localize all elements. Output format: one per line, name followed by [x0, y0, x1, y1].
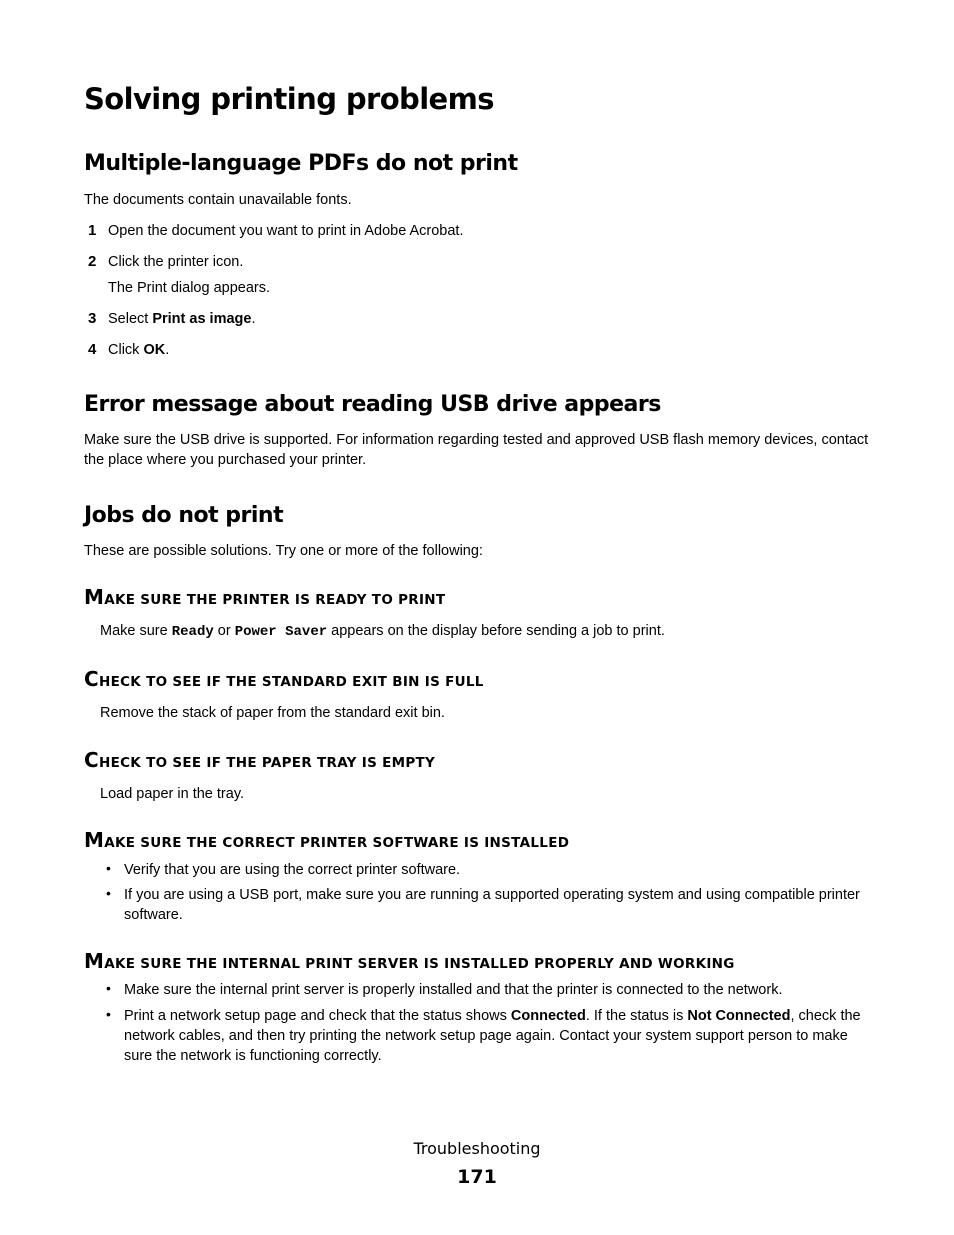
text-post: appears on the display before sending a job to print. [327, 623, 665, 639]
footer-section-title: Troubleshooting [413, 1139, 541, 1158]
step-number: 4 [88, 341, 97, 358]
subheading-cap: C [84, 667, 99, 691]
software-bullet-1: Verify that you are using the correct printer software. [124, 862, 461, 878]
step-2-note: The Print dialog appears. [108, 280, 271, 296]
step-text-post: . [251, 311, 256, 327]
code-power-saver: Power Saver [234, 624, 328, 640]
step-number: 1 [88, 222, 97, 239]
status-connected: Connected [510, 1008, 586, 1024]
subheading-printer-ready [84, 585, 445, 609]
step-number: 3 [88, 310, 97, 327]
usb-body: Make sure the USB drive is supported. For information regarding tested and approved USB flash memory devices, contact the place where you purchased your printer. [84, 432, 869, 468]
step-number: 2 [88, 253, 97, 270]
bullet-icon: • [106, 980, 111, 996]
server-bullet-2 [124, 1006, 876, 1066]
section-heading-pdfs: Multiple-language PDFs do not print [84, 151, 518, 176]
step-text-pre: Click [108, 342, 144, 358]
subheading-cap: M [84, 585, 105, 609]
text-pre: Make sure [100, 623, 172, 639]
subheading-print-server [84, 949, 735, 973]
subheading-rest: AKE SURE THE INTERNAL PRINT SERVER IS INSTALLED PROPERLY AND WORKING [104, 956, 735, 972]
bullet-icon: • [106, 885, 111, 901]
step-text [108, 340, 169, 360]
page-title: Solving printing problems [84, 82, 494, 116]
server-bullet-1: Make sure the internal print server is properly installed and that the printer is connected to the network. [124, 982, 783, 998]
text-mid: . If the status is [585, 1008, 688, 1024]
page-number: 171 [457, 1166, 497, 1188]
step-1 [88, 221, 464, 241]
step-text-post: . [165, 342, 170, 358]
text-pre: Print a network setup page and check that the status shows [124, 1008, 511, 1024]
section-heading-jobs: Jobs do not print [84, 503, 284, 528]
subheading-rest: HECK TO SEE IF THE PAPER TRAY IS EMPTY [98, 755, 436, 771]
subheading-exit-bin [84, 667, 484, 691]
subheading-paper-tray [84, 748, 435, 772]
subheading-rest: AKE SURE THE PRINTER IS READY TO PRINT [104, 592, 446, 608]
exit-bin-body: Remove the stack of paper from the standard exit bin. [100, 705, 445, 721]
subheading-printer-software [84, 828, 569, 852]
subheading-cap: C [84, 748, 99, 772]
subheading-cap: M [84, 949, 105, 973]
bullet-icon: • [106, 860, 111, 876]
paper-tray-body: Load paper in the tray. [100, 786, 245, 802]
step-text: Open the document you want to print in Adobe Acrobat. [108, 223, 464, 239]
step-text: Click the printer icon. [108, 254, 244, 270]
step-text-bold: OK [143, 342, 166, 358]
pdf-intro: The documents contain unavailable fonts. [84, 192, 352, 208]
subheading-rest: AKE SURE THE CORRECT PRINTER SOFTWARE IS INSTALLED [104, 835, 570, 851]
code-ready: Ready [171, 624, 214, 640]
step-2 [88, 252, 244, 272]
step-4 [88, 340, 170, 360]
software-bullet-2: If you are using a USB port, make sure you are running a supported operating system and using compatible printer software. [124, 887, 860, 923]
step-text-bold: Print as image [152, 311, 252, 327]
jobs-intro: These are possible solutions. Try one or more of the following: [84, 543, 483, 559]
text-post: , check the network cables, and then try printing the network setup page again. Contact your system support person to make sure the network is functioning correctly. [124, 1008, 861, 1064]
step-3 [88, 309, 256, 329]
printer-ready-body [100, 621, 665, 642]
status-not-connected: Not Connected [687, 1008, 791, 1024]
step-text [108, 309, 256, 329]
subheading-rest: HECK TO SEE IF THE STANDARD EXIT BIN IS FULL [98, 674, 484, 690]
section-heading-usb: Error message about reading USB drive appears [84, 392, 661, 417]
bullet-icon: • [106, 1006, 111, 1022]
text-mid: or [213, 623, 235, 639]
step-text-pre: Select [108, 311, 153, 327]
subheading-cap: M [84, 828, 105, 852]
